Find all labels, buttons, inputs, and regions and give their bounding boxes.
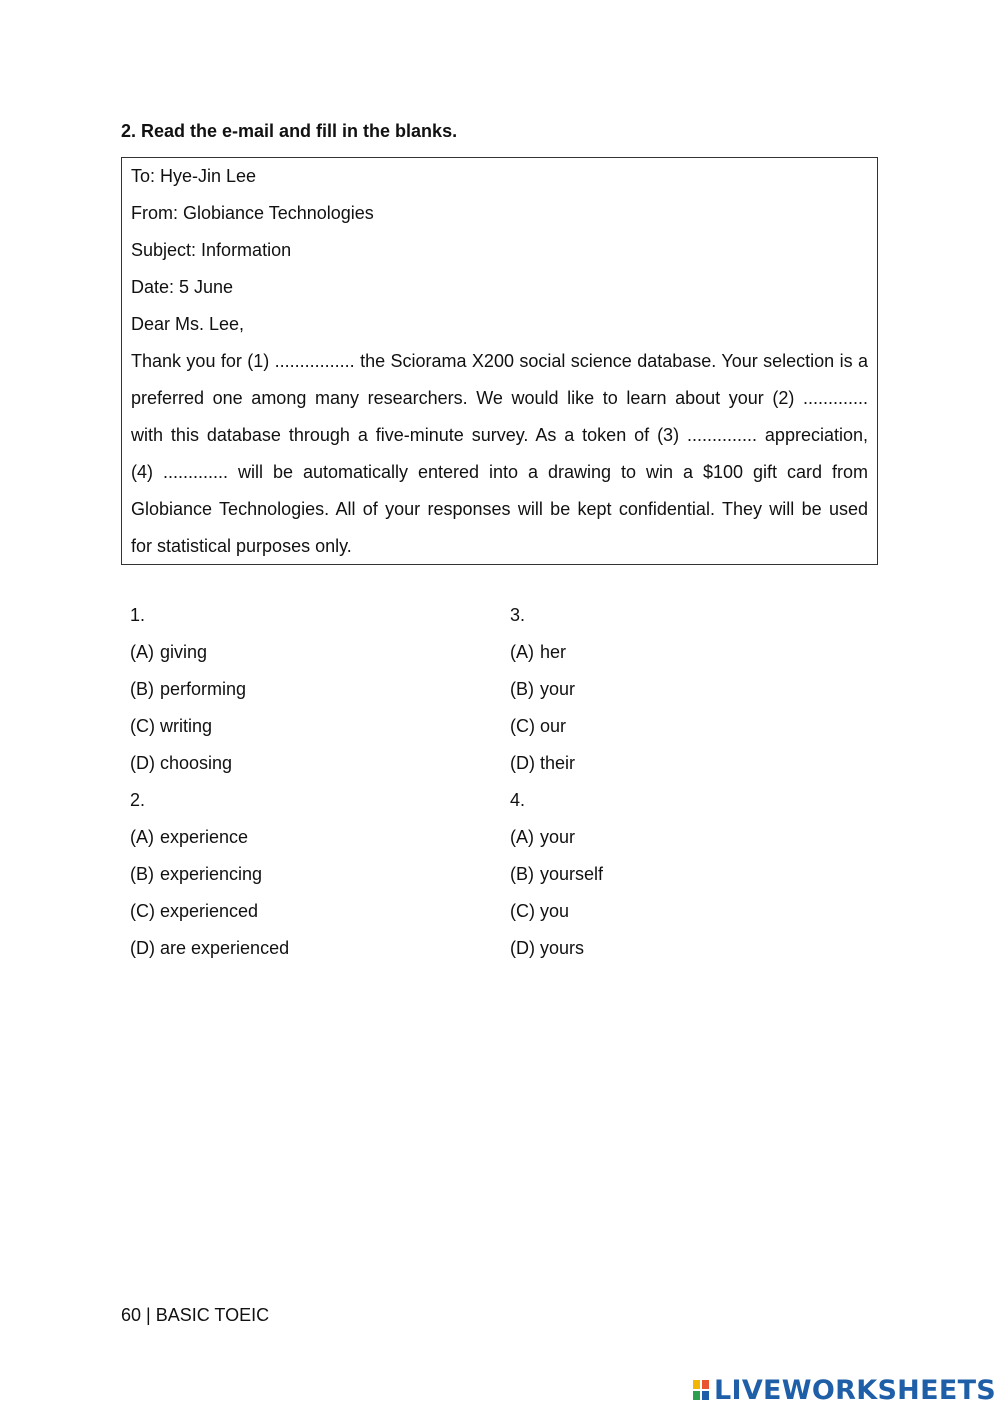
exercise-heading: 2. Read the e-mail and fill in the blanks. [121, 121, 458, 141]
option-text: are experienced [160, 938, 290, 958]
logo-block [692, 1379, 701, 1390]
option-letter: (A) [510, 642, 534, 662]
answer-option[interactable] [130, 708, 470, 745]
option-text: writing [160, 716, 213, 736]
email-subject: Subject: Information [131, 240, 292, 260]
email-greeting: Dear Ms. Lee, [131, 314, 245, 334]
option-letter: (C) [130, 716, 155, 736]
option-text: choosing [160, 753, 233, 773]
blocks-icon [692, 1379, 710, 1401]
option-text: yourself [540, 864, 604, 884]
email-box [121, 157, 878, 565]
option-text: performing [160, 679, 247, 699]
option-text: your [540, 827, 576, 847]
answer-option[interactable] [130, 745, 470, 782]
option-letter: (A) [510, 827, 534, 847]
answer-option[interactable] [130, 893, 470, 930]
option-text: giving [160, 642, 208, 662]
email-body-line: preferred one among many researchers. We would like to learn about your (2) ............. [131, 388, 868, 408]
liveworksheets-logo[interactable] [692, 1374, 996, 1406]
option-text: her [540, 642, 567, 662]
option-text: their [540, 753, 576, 773]
questions-right-column [510, 597, 850, 967]
option-letter: (B) [130, 679, 154, 699]
email-body [131, 343, 868, 565]
answer-option[interactable] [130, 856, 470, 893]
logo-text: LIVEWORKSHEETS [714, 1374, 997, 1406]
option-letter: (D) [510, 753, 535, 773]
option-letter: (D) [510, 938, 535, 958]
option-letter: (A) [130, 827, 154, 847]
answer-option[interactable] [510, 708, 850, 745]
question-number: 2. [130, 790, 146, 810]
option-letter: (B) [510, 864, 534, 884]
answer-option[interactable] [510, 745, 850, 782]
email-from: From: Globiance Technologies [131, 203, 374, 223]
answer-option[interactable] [510, 671, 850, 708]
option-text: experiencing [160, 864, 263, 884]
option-letter: (D) [130, 753, 155, 773]
logo-block [692, 1390, 701, 1401]
question-number: 1. [130, 605, 146, 625]
answer-option[interactable] [130, 819, 470, 856]
answer-option[interactable] [510, 819, 850, 856]
logo-block [701, 1390, 710, 1401]
email-to: To: Hye-Jin Lee [131, 166, 257, 186]
option-letter: (C) [510, 716, 535, 736]
answer-option[interactable] [130, 671, 470, 708]
answer-option[interactable] [130, 930, 470, 967]
page-footer: 60 | BASIC TOEIC [121, 1305, 270, 1325]
email-body-line: with this database through a five-minute survey. As a token of (3) .............. appreciation, [131, 425, 868, 445]
option-text: experienced [160, 901, 259, 921]
answer-option[interactable] [510, 634, 850, 671]
answer-option[interactable] [510, 893, 850, 930]
logo-block [701, 1379, 710, 1390]
option-text: experience [160, 827, 249, 847]
option-letter: (B) [510, 679, 534, 699]
questions-left-column [130, 597, 470, 967]
answer-option[interactable] [130, 634, 470, 671]
option-text: our [540, 716, 567, 736]
email-body-line: Globiance Technologies. All of your responses will be kept confidential. They will be used [131, 499, 868, 519]
option-text: your [540, 679, 576, 699]
option-letter: (D) [130, 938, 155, 958]
option-text: you [540, 901, 570, 921]
option-text: yours [540, 938, 585, 958]
question-number: 4. [510, 790, 526, 810]
option-letter: (B) [130, 864, 154, 884]
option-letter: (A) [130, 642, 154, 662]
question-number: 3. [510, 605, 526, 625]
answer-option[interactable] [510, 856, 850, 893]
option-letter: (C) [510, 901, 535, 921]
email-body-line: (4) ............. will be automatically entered into a drawing to win a $100 gift card from [131, 462, 868, 482]
option-letter: (C) [130, 901, 155, 921]
answer-option[interactable] [510, 930, 850, 967]
email-body-line: for statistical purposes only. [131, 536, 352, 556]
email-date: Date: 5 June [131, 277, 234, 297]
email-body-line: Thank you for (1) ................ the Sciorama X200 social science database. Your selection is a [131, 351, 868, 371]
